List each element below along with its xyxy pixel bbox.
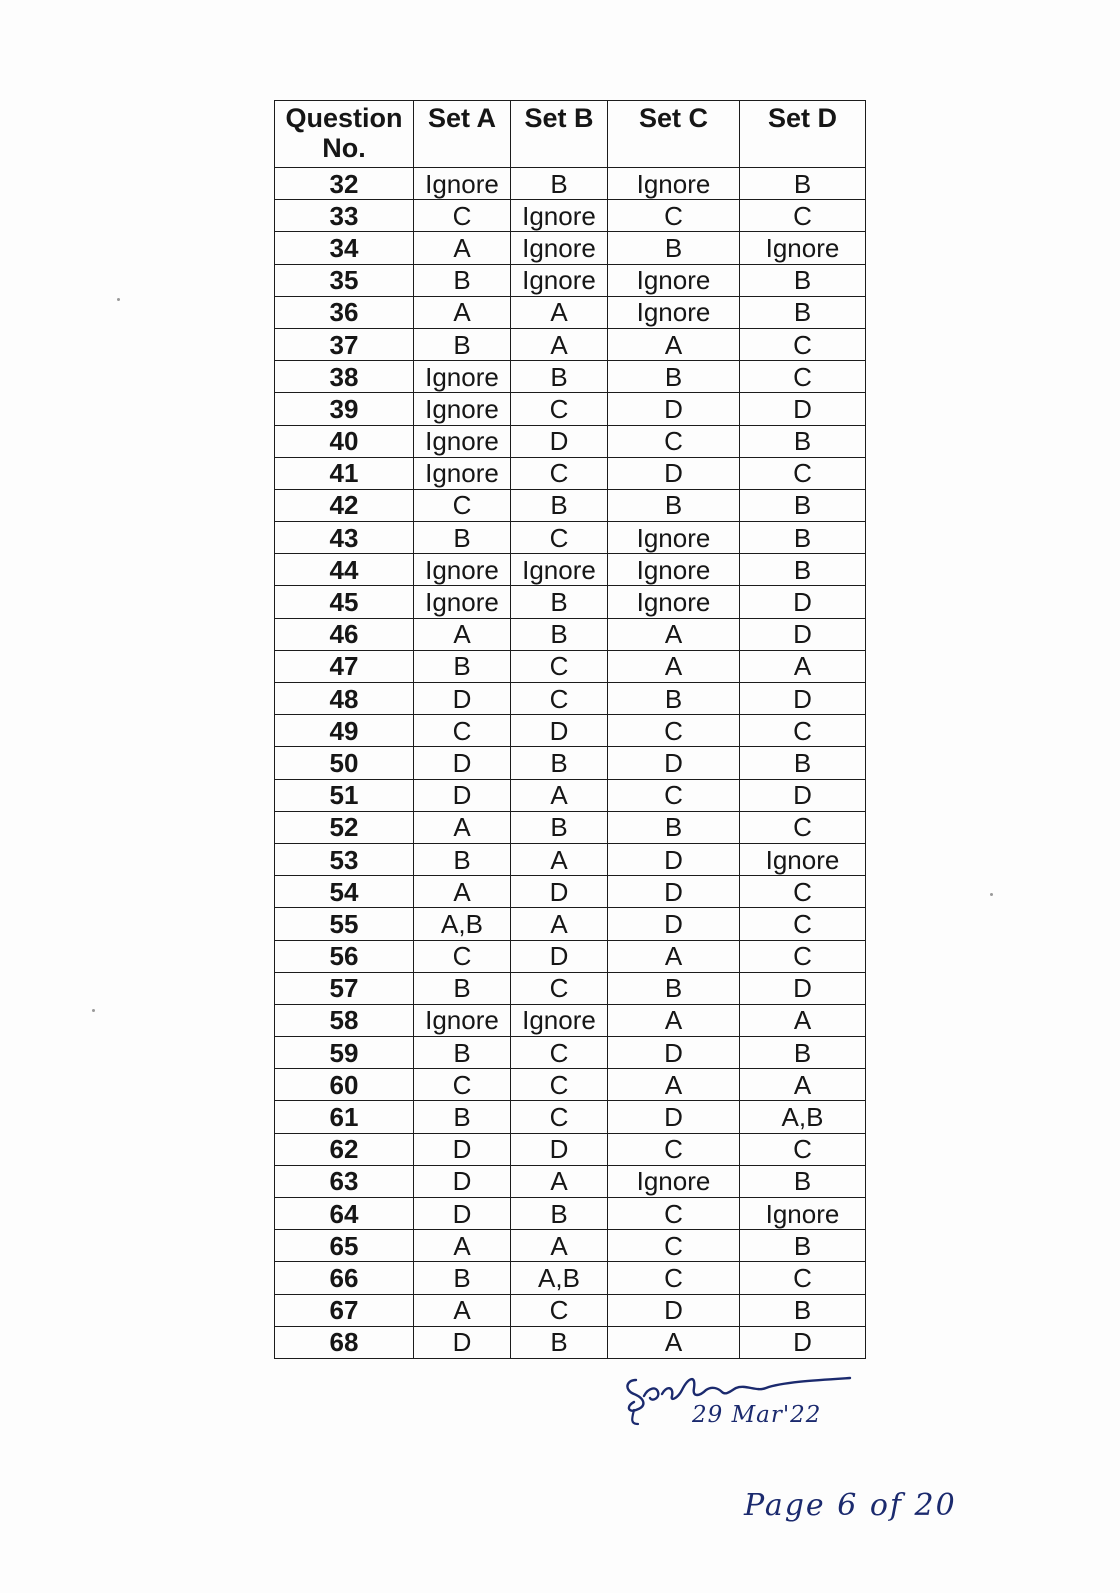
set-a-answer-cell: D xyxy=(414,1133,511,1165)
set-b-answer-cell: A xyxy=(511,908,608,940)
set-c-answer-cell: B xyxy=(608,972,740,1004)
set-a-answer-cell: B xyxy=(414,1037,511,1069)
scan-speck xyxy=(117,298,120,301)
set-b-answer-cell: A xyxy=(511,1165,608,1197)
set-c-answer-cell: C xyxy=(608,715,740,747)
set-d-answer-cell: C xyxy=(740,361,866,393)
set-b-answer-cell: D xyxy=(511,876,608,908)
set-c-answer-cell: Ignore xyxy=(608,296,740,328)
set-c-answer-cell: D xyxy=(608,1101,740,1133)
set-c-answer-cell: B xyxy=(608,683,740,715)
set-b-answer-cell: B xyxy=(511,489,608,521)
answer-key-table xyxy=(274,100,866,1359)
set-d-answer-cell: Ignore xyxy=(740,1198,866,1230)
set-b-answer-cell: D xyxy=(511,940,608,972)
table-row xyxy=(275,554,866,586)
set-d-answer-cell: C xyxy=(740,876,866,908)
question-number-cell: 42 xyxy=(275,489,414,521)
set-c-answer-cell: D xyxy=(608,1037,740,1069)
set-a-answer-cell: B xyxy=(414,522,511,554)
header-label: Set B xyxy=(524,103,594,133)
table-row xyxy=(275,940,866,972)
table-row xyxy=(275,811,866,843)
set-c-answer-cell: D xyxy=(608,1294,740,1326)
set-d-answer-cell: A xyxy=(740,650,866,682)
set-a-answer-cell: Ignore xyxy=(414,393,511,425)
header-set-d xyxy=(740,101,866,168)
table-row xyxy=(275,876,866,908)
set-a-answer-cell: A xyxy=(414,296,511,328)
set-d-answer-cell: D xyxy=(740,1326,866,1358)
set-b-answer-cell: A xyxy=(511,843,608,875)
set-d-answer-cell: Ignore xyxy=(740,232,866,264)
set-a-answer-cell: C xyxy=(414,940,511,972)
set-b-answer-cell: A xyxy=(511,328,608,360)
set-a-answer-cell: A xyxy=(414,1230,511,1262)
question-number-cell: 40 xyxy=(275,425,414,457)
set-d-answer-cell: A,B xyxy=(740,1101,866,1133)
table-row xyxy=(275,715,866,747)
header-label: Set D xyxy=(767,103,838,133)
set-b-answer-cell: B xyxy=(511,361,608,393)
set-b-answer-cell: C xyxy=(511,1037,608,1069)
header-set-b xyxy=(511,101,608,168)
table-header-row xyxy=(275,101,866,168)
set-b-answer-cell: C xyxy=(511,683,608,715)
table-row xyxy=(275,843,866,875)
set-a-answer-cell: B xyxy=(414,843,511,875)
question-number-cell: 60 xyxy=(275,1069,414,1101)
set-d-answer-cell: D xyxy=(740,393,866,425)
set-b-answer-cell: D xyxy=(511,715,608,747)
set-d-answer-cell: B xyxy=(740,489,866,521)
set-a-answer-cell: Ignore xyxy=(414,361,511,393)
set-c-answer-cell: A xyxy=(608,650,740,682)
question-number-cell: 53 xyxy=(275,843,414,875)
set-a-answer-cell: Ignore xyxy=(414,1004,511,1036)
set-b-answer-cell: B xyxy=(511,811,608,843)
set-b-answer-cell: C xyxy=(511,1101,608,1133)
table-row xyxy=(275,618,866,650)
set-b-answer-cell: C xyxy=(511,522,608,554)
table-row xyxy=(275,328,866,360)
set-a-answer-cell: B xyxy=(414,1262,511,1294)
table-row xyxy=(275,586,866,618)
set-d-answer-cell: C xyxy=(740,200,866,232)
set-d-answer-cell: B xyxy=(740,296,866,328)
set-a-answer-cell: Ignore xyxy=(414,586,511,618)
set-b-answer-cell: D xyxy=(511,1133,608,1165)
set-b-answer-cell: Ignore xyxy=(511,554,608,586)
set-a-answer-cell: B xyxy=(414,264,511,296)
set-c-answer-cell: Ignore xyxy=(608,554,740,586)
set-b-answer-cell: B xyxy=(511,168,608,200)
table-row xyxy=(275,522,866,554)
table-row xyxy=(275,1326,866,1358)
question-number-cell: 63 xyxy=(275,1165,414,1197)
set-d-answer-cell: D xyxy=(740,972,866,1004)
set-b-answer-cell: C xyxy=(511,457,608,489)
question-number-cell: 48 xyxy=(275,683,414,715)
set-b-answer-cell: B xyxy=(511,1198,608,1230)
set-b-answer-cell: Ignore xyxy=(511,232,608,264)
set-c-answer-cell: Ignore xyxy=(608,168,740,200)
question-number-cell: 59 xyxy=(275,1037,414,1069)
set-c-answer-cell: D xyxy=(608,908,740,940)
question-number-cell: 45 xyxy=(275,586,414,618)
set-d-answer-cell: C xyxy=(740,811,866,843)
question-number-cell: 54 xyxy=(275,876,414,908)
question-number-cell: 33 xyxy=(275,200,414,232)
set-c-answer-cell: Ignore xyxy=(608,522,740,554)
question-number-cell: 62 xyxy=(275,1133,414,1165)
table-row xyxy=(275,1069,866,1101)
set-b-answer-cell: A xyxy=(511,1230,608,1262)
question-number-cell: 68 xyxy=(275,1326,414,1358)
set-a-answer-cell: Ignore xyxy=(414,554,511,586)
set-c-answer-cell: D xyxy=(608,747,740,779)
table-row xyxy=(275,683,866,715)
scan-speck xyxy=(92,1009,95,1012)
set-b-answer-cell: C xyxy=(511,1069,608,1101)
header-label: Set A xyxy=(427,103,496,133)
table-row xyxy=(275,650,866,682)
set-b-answer-cell: C xyxy=(511,1294,608,1326)
table-row xyxy=(275,1198,866,1230)
set-b-answer-cell: A xyxy=(511,779,608,811)
set-c-answer-cell: D xyxy=(608,843,740,875)
question-number-cell: 34 xyxy=(275,232,414,264)
set-a-answer-cell: A xyxy=(414,232,511,264)
set-d-answer-cell: C xyxy=(740,715,866,747)
question-number-cell: 55 xyxy=(275,908,414,940)
set-a-answer-cell: D xyxy=(414,779,511,811)
set-b-answer-cell: A xyxy=(511,296,608,328)
header-set-c xyxy=(608,101,740,168)
set-a-answer-cell: A xyxy=(414,876,511,908)
set-c-answer-cell: D xyxy=(608,876,740,908)
set-a-answer-cell: Ignore xyxy=(414,168,511,200)
question-number-cell: 64 xyxy=(275,1198,414,1230)
set-a-answer-cell: B xyxy=(414,1101,511,1133)
set-b-answer-cell: C xyxy=(511,972,608,1004)
set-c-answer-cell: Ignore xyxy=(608,264,740,296)
table-row xyxy=(275,425,866,457)
header-question-no xyxy=(275,101,414,168)
table-row xyxy=(275,1230,866,1262)
table-row xyxy=(275,1165,866,1197)
set-d-answer-cell: C xyxy=(740,457,866,489)
set-d-answer-cell: D xyxy=(740,618,866,650)
set-c-answer-cell: C xyxy=(608,779,740,811)
question-number-cell: 46 xyxy=(275,618,414,650)
table-row xyxy=(275,393,866,425)
set-a-answer-cell: D xyxy=(414,747,511,779)
set-b-answer-cell: B xyxy=(511,747,608,779)
table-row xyxy=(275,1133,866,1165)
question-number-cell: 44 xyxy=(275,554,414,586)
set-c-answer-cell: D xyxy=(608,393,740,425)
set-c-answer-cell: B xyxy=(608,811,740,843)
table-row xyxy=(275,1037,866,1069)
set-d-answer-cell: Ignore xyxy=(740,843,866,875)
set-a-answer-cell: A,B xyxy=(414,908,511,940)
set-c-answer-cell: C xyxy=(608,1262,740,1294)
set-c-answer-cell: C xyxy=(608,1230,740,1262)
set-d-answer-cell: D xyxy=(740,779,866,811)
question-number-cell: 65 xyxy=(275,1230,414,1262)
table-row xyxy=(275,908,866,940)
set-a-answer-cell: B xyxy=(414,328,511,360)
question-number-cell: 49 xyxy=(275,715,414,747)
set-d-answer-cell: C xyxy=(740,328,866,360)
question-number-cell: 38 xyxy=(275,361,414,393)
set-d-answer-cell: B xyxy=(740,1230,866,1262)
header-label: No. xyxy=(322,133,366,163)
set-a-answer-cell: A xyxy=(414,811,511,843)
set-b-answer-cell: Ignore xyxy=(511,1004,608,1036)
set-a-answer-cell: A xyxy=(414,1294,511,1326)
set-a-answer-cell: C xyxy=(414,489,511,521)
question-number-cell: 35 xyxy=(275,264,414,296)
table-row xyxy=(275,1101,866,1133)
question-number-cell: 56 xyxy=(275,940,414,972)
table-row xyxy=(275,1262,866,1294)
set-b-answer-cell: Ignore xyxy=(511,264,608,296)
set-c-answer-cell: A xyxy=(608,1069,740,1101)
set-d-answer-cell: A xyxy=(740,1004,866,1036)
table-row xyxy=(275,264,866,296)
set-a-answer-cell: B xyxy=(414,972,511,1004)
set-a-answer-cell: Ignore xyxy=(414,457,511,489)
set-c-answer-cell: Ignore xyxy=(608,586,740,618)
set-a-answer-cell: A xyxy=(414,618,511,650)
set-a-answer-cell: C xyxy=(414,1069,511,1101)
set-d-answer-cell: B xyxy=(740,1037,866,1069)
page-number: Page 6 of 20 xyxy=(744,1488,957,1523)
table-row xyxy=(275,296,866,328)
set-c-answer-cell: Ignore xyxy=(608,1165,740,1197)
set-c-answer-cell: C xyxy=(608,425,740,457)
table-row xyxy=(275,779,866,811)
set-b-answer-cell: C xyxy=(511,650,608,682)
signature-date: 29 Mar'22 xyxy=(692,1402,822,1428)
set-d-answer-cell: D xyxy=(740,586,866,618)
table-row xyxy=(275,972,866,1004)
set-a-answer-cell: D xyxy=(414,1198,511,1230)
table-body xyxy=(275,168,866,1359)
set-c-answer-cell: C xyxy=(608,200,740,232)
table-row xyxy=(275,361,866,393)
table-row xyxy=(275,457,866,489)
set-a-answer-cell: D xyxy=(414,1165,511,1197)
header-label: Question xyxy=(285,103,403,133)
set-c-answer-cell: A xyxy=(608,328,740,360)
set-c-answer-cell: D xyxy=(608,457,740,489)
question-number-cell: 36 xyxy=(275,296,414,328)
set-a-answer-cell: B xyxy=(414,650,511,682)
table-row xyxy=(275,200,866,232)
table-row xyxy=(275,1004,866,1036)
set-c-answer-cell: B xyxy=(608,489,740,521)
table-row xyxy=(275,489,866,521)
question-number-cell: 32 xyxy=(275,168,414,200)
set-b-answer-cell: B xyxy=(511,1326,608,1358)
set-c-answer-cell: A xyxy=(608,1004,740,1036)
question-number-cell: 50 xyxy=(275,747,414,779)
set-a-answer-cell: D xyxy=(414,1326,511,1358)
set-c-answer-cell: A xyxy=(608,1326,740,1358)
set-c-answer-cell: B xyxy=(608,361,740,393)
question-number-cell: 51 xyxy=(275,779,414,811)
question-number-cell: 57 xyxy=(275,972,414,1004)
question-number-cell: 39 xyxy=(275,393,414,425)
question-number-cell: 61 xyxy=(275,1101,414,1133)
question-number-cell: 47 xyxy=(275,650,414,682)
set-b-answer-cell: C xyxy=(511,393,608,425)
set-c-answer-cell: C xyxy=(608,1198,740,1230)
table-row xyxy=(275,232,866,264)
set-d-answer-cell: C xyxy=(740,940,866,972)
set-a-answer-cell: D xyxy=(414,683,511,715)
set-d-answer-cell: B xyxy=(740,522,866,554)
set-d-answer-cell: B xyxy=(740,264,866,296)
table-row xyxy=(275,168,866,200)
set-d-answer-cell: C xyxy=(740,908,866,940)
set-b-answer-cell: D xyxy=(511,425,608,457)
set-c-answer-cell: C xyxy=(608,1133,740,1165)
question-number-cell: 43 xyxy=(275,522,414,554)
question-number-cell: 58 xyxy=(275,1004,414,1036)
scan-speck xyxy=(990,893,993,896)
set-d-answer-cell: B xyxy=(740,1165,866,1197)
set-d-answer-cell: D xyxy=(740,683,866,715)
question-number-cell: 67 xyxy=(275,1294,414,1326)
set-c-answer-cell: A xyxy=(608,940,740,972)
set-d-answer-cell: B xyxy=(740,554,866,586)
set-d-answer-cell: B xyxy=(740,168,866,200)
set-c-answer-cell: A xyxy=(608,618,740,650)
question-number-cell: 37 xyxy=(275,328,414,360)
set-d-answer-cell: A xyxy=(740,1069,866,1101)
set-d-answer-cell: B xyxy=(740,425,866,457)
question-number-cell: 52 xyxy=(275,811,414,843)
set-d-answer-cell: B xyxy=(740,1294,866,1326)
header-set-a xyxy=(414,101,511,168)
set-b-answer-cell: A,B xyxy=(511,1262,608,1294)
header-label: Set C xyxy=(638,103,709,133)
table-row xyxy=(275,747,866,779)
set-d-answer-cell: C xyxy=(740,1133,866,1165)
set-d-answer-cell: B xyxy=(740,747,866,779)
question-number-cell: 66 xyxy=(275,1262,414,1294)
set-b-answer-cell: Ignore xyxy=(511,200,608,232)
set-b-answer-cell: B xyxy=(511,618,608,650)
set-c-answer-cell: B xyxy=(608,232,740,264)
question-number-cell: 41 xyxy=(275,457,414,489)
set-a-answer-cell: Ignore xyxy=(414,425,511,457)
set-b-answer-cell: B xyxy=(511,586,608,618)
table-row xyxy=(275,1294,866,1326)
set-a-answer-cell: C xyxy=(414,200,511,232)
set-d-answer-cell: C xyxy=(740,1262,866,1294)
set-a-answer-cell: C xyxy=(414,715,511,747)
